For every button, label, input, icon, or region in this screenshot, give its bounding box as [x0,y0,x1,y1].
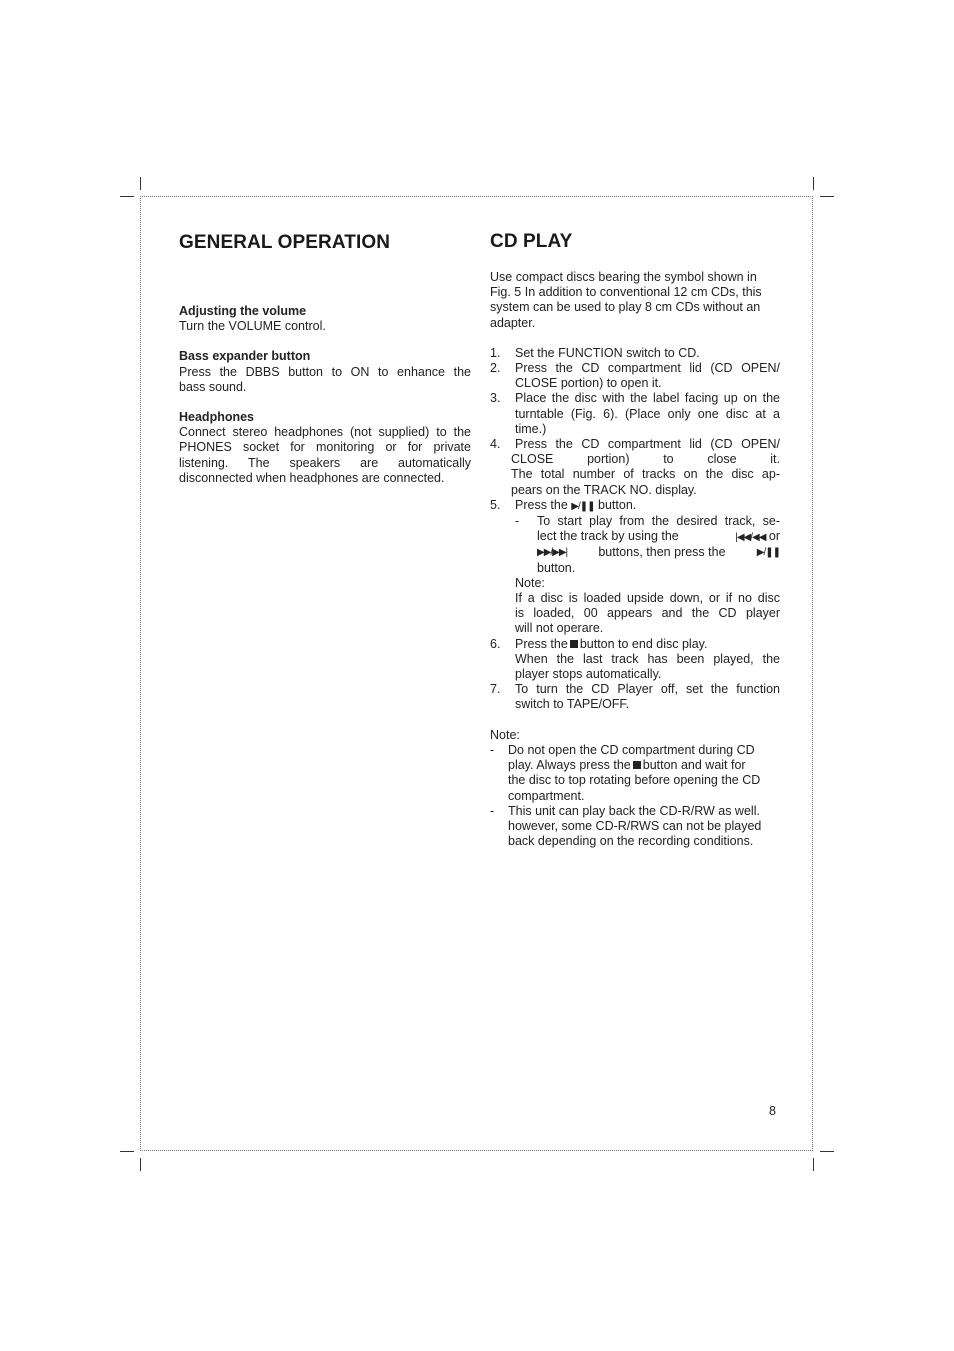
crop-mark [120,1151,134,1152]
crop-mark [140,1158,141,1171]
step-item [490,498,780,637]
play-pause-icon: ▶/❚❚ [756,547,780,559]
cd-play-column [490,270,780,849]
play-pause-icon: ▶/❚❚ [571,500,595,512]
step-text: pears on the TRACK NO. display. [511,482,697,497]
crop-mark [820,196,834,197]
step-text: Press the CD compartment lid (CD OPEN/ [515,437,780,452]
step-item [490,437,780,498]
dash-mark: - [515,514,520,529]
general-operation-column [179,304,471,486]
bass-text-line: Press the DBBS button to ON to enhance the [179,364,471,379]
note-text: is loaded, 00 appears and the CD player [515,606,780,621]
cd-play-title: CD PLAY [490,231,573,252]
crop-mark [813,177,814,190]
step-number: 2. [490,361,501,376]
step-item [490,682,780,712]
step-text: Press the [515,636,568,651]
step-text: CLOSE portion) to open it. [515,376,662,391]
step-text: button. [598,497,637,512]
step-number: 3. [490,391,501,406]
step-text: turntable (Fig. 6). (Place only one disc at a [515,406,780,421]
note-text: however, some CD-R/RWS can not be played [508,818,762,833]
step-text: When the last track has been played, the [515,651,780,666]
crop-mark [820,1151,834,1152]
intro-line: Use compact discs bearing the symbol shown in [490,270,757,284]
step-item [490,361,780,391]
note-text: back depending on the recording conditions. [508,834,754,849]
step-item [490,346,780,361]
headphones-text-line: PHONES socket for monitoring or for private [179,440,471,455]
note-text: If a disc is loaded upside down, or if no disc [515,591,780,606]
step-subtext: button. [537,560,576,575]
note-text: compartment. [508,788,585,803]
crop-mark [813,1158,814,1171]
step-subtext: lect the track by using the [537,529,679,544]
step-text: The total number of tracks on the disc ap- [511,467,780,482]
step-text: button to end disc play. [579,636,708,651]
step-number: 4. [490,437,501,452]
step-text: time.) [515,421,547,436]
step-text: Press the [515,497,568,512]
skip-forward-icon: ▶▶/▶▶| [537,547,568,559]
intro-line: adapter. [490,315,536,330]
intro-line: system can be used to play 8 cm CDs without an [490,300,761,315]
headphones-text-line: listening. The speakers are automatically [179,455,471,470]
bass-text-line: bass sound. [179,379,247,394]
stop-icon [570,640,578,648]
step-number: 6. [490,636,501,651]
step-text: Place the disc with the label facing up on the [515,391,780,406]
note-item [490,804,780,850]
headphones-text-line: Connect stereo headphones (not supplied) to the [179,425,471,440]
general-operation-title: GENERAL OPERATION [179,232,391,253]
step-text: player stops automatically. [515,667,662,682]
crop-mark [140,177,141,190]
crop-mark [120,196,134,197]
step-text: Press the CD compartment lid (CD OPEN/ [515,361,780,376]
note-label: Note: [490,727,520,742]
note-text: Do not open the CD compartment during CD [508,742,755,757]
step-number: 1. [490,345,501,360]
step-text: switch to TAPE/OFF. [515,697,630,712]
step-subtext: buttons, then press the [598,545,726,560]
step-item [490,637,780,683]
step-subtext: To start play from the desired track, se- [537,514,780,529]
bass-heading: Bass expander button [179,349,311,364]
note-text: play. Always press the [508,758,631,773]
headphones-heading: Headphones [179,410,255,425]
step-text: CLOSE portion) to close it. [511,452,780,467]
note-text: will not operare. [515,621,604,636]
dash-mark: - [490,742,495,757]
dash-mark: - [490,803,495,818]
volume-text: Turn the VOLUME control. [179,319,326,334]
note-text: the disc to top rotating before opening the CD [508,773,761,788]
step-text: To turn the CD Player off, set the function [515,682,780,697]
stop-icon [633,761,641,769]
step-number: 7. [490,682,501,697]
step-subtext: or [768,529,780,544]
note-text: button and wait for [642,758,746,773]
note-text: This unit can play back the CD-R/RW as well. [508,803,760,818]
headphones-text-line: disconnected when headphones are connected. [179,470,445,485]
skip-back-icon: |◀◀/◀◀ [735,532,766,544]
step-text: Set the FUNCTION switch to CD. [515,345,700,360]
step-number: 5. [490,497,501,512]
intro-line: Fig. 5 In addition to conventional 12 cm CDs, this [490,285,762,300]
steps-list [490,346,780,498]
note-label: Note: [515,575,545,590]
note-item [490,743,780,804]
step-item [490,391,780,437]
volume-heading: Adjusting the volume [179,304,307,318]
page-number: 8 [769,1104,776,1118]
